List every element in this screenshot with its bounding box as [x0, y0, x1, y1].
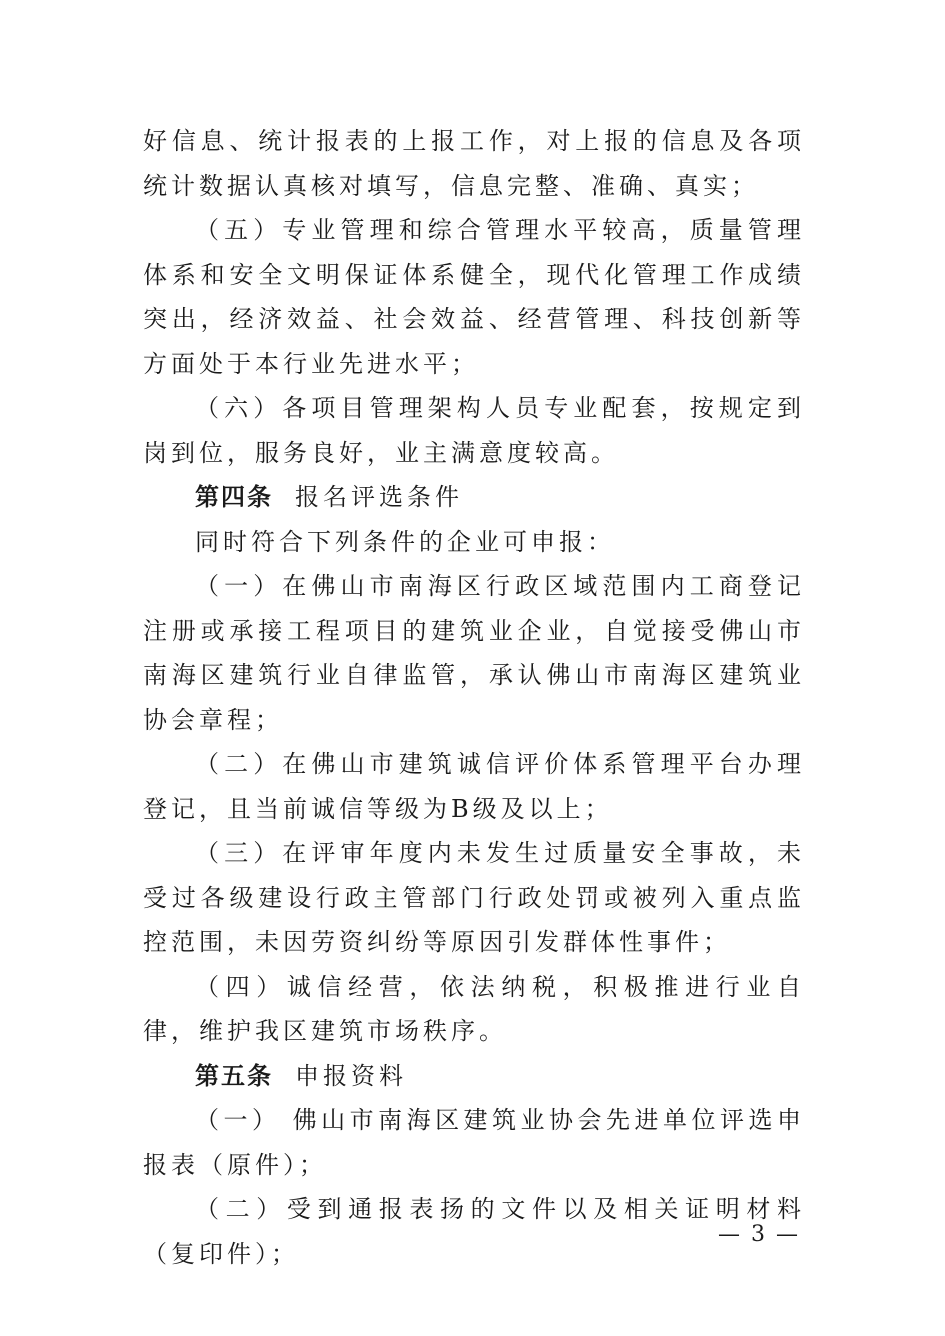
paragraph-item-six: （六）各项目管理架构人员专业配套，按规定到岗到位，服务良好，业主满意度较高。 — [143, 394, 805, 467]
article-four-item-two: （二）在佛山市建筑诚信评价体系管理平台办理登记，且当前诚信等级为B级及以上； — [143, 750, 805, 823]
document-body — [143, 119, 805, 1276]
article-four-item-three: （三）在评审年度内未发生过质量安全事故，未受过各级建设行政主管部门行政处罚或被列入重点监控范围，未因劳资纠纷等原因引发群体性事件； — [143, 839, 805, 956]
article-four-item-four: （四）诚信经营，依法纳税，积极推进行业自律，维护我区建筑市场秩序。 — [143, 972, 805, 1045]
article-five-title: 申报资料 — [295, 1061, 407, 1090]
article-five-heading — [143, 1054, 805, 1099]
article-five-item-two: （二）受到通报表扬的文件以及相关证明材料（复印件）； — [143, 1195, 805, 1268]
article-four-number: 第四条 — [195, 482, 273, 511]
article-five-item-one: （一） 佛山市南海区建筑业协会先进单位评选申报表（原件）； — [143, 1106, 805, 1179]
article-four-title: 报名评选条件 — [295, 483, 463, 511]
article-four-item-one: （一）在佛山市南海区行政区域范围内工商登记注册或承接工程项目的建筑业企业，自觉接受佛山市南海区建筑行业自律监管，承认佛山市南海区建筑业协会章程； — [143, 572, 805, 734]
article-four-heading — [143, 475, 805, 520]
article-four-intro: 同时符合下列条件的企业可申报： — [195, 527, 615, 556]
paragraph-continuation: 好信息、统计报表的上报工作，对上报的信息及各项统计数据认真核对填写，信息完整、准确、真实； — [143, 127, 805, 200]
page-number: — 3 — — [718, 1222, 800, 1247]
article-five-number: 第五条 — [195, 1060, 273, 1090]
paragraph-item-five: （五）专业管理和综合管理水平较高，质量管理体系和安全文明保证体系健全，现代化管理工作成绩突出，经济效益、社会效益、经营管理、科技创新等方面处于本行业先进水平； — [143, 216, 805, 378]
